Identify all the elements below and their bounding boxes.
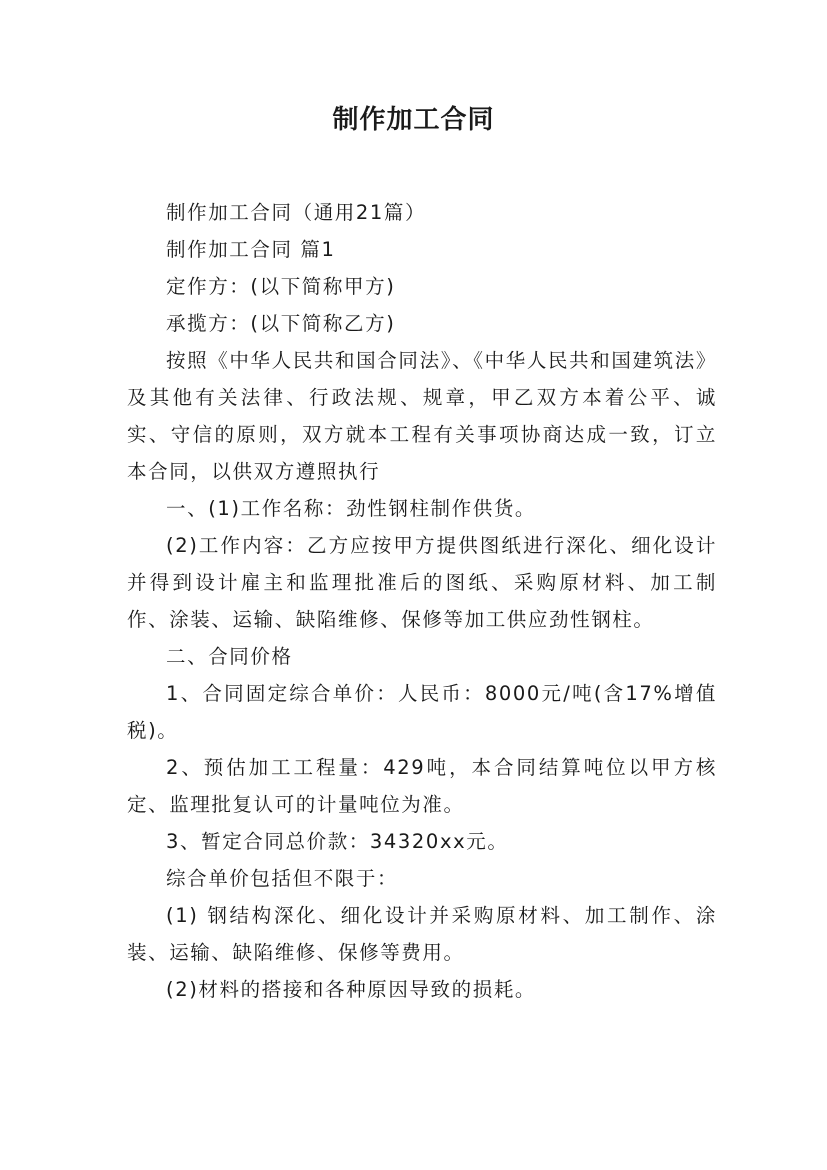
document-body (127, 194, 717, 1008)
paragraph: 制作加工合同 篇1 (166, 238, 336, 261)
paragraph: 1、合同固定综合单价：人民币：8000元/吨(含17%增值税)。 (127, 682, 717, 742)
document-title: 制作加工合同 (332, 105, 495, 135)
paragraph: 按照《中华人民共和国合同法》、《中华人民共和国建筑法》及其他有关法律、行政法规、规章，甲乙双方本着公平、诚实、守信的原则，双方就本工程有关事项协商达成一致，订立本合同，以供双方遵照执行 (127, 349, 717, 483)
paragraph: 2、预估加工工程量：429吨，本合同结算吨位以甲方核定、监理批复认可的计量吨位为准。 (127, 756, 717, 816)
paragraph: 综合单价包括但不限于： (166, 867, 399, 890)
paragraph: 二、合同价格 (166, 645, 293, 668)
paragraph: (1) 钢结构深化、细化设计并采购原材料、加工制作、涂装、运输、缺陷维修、保修等费用。 (127, 904, 717, 964)
paragraph: 定作方：(以下简称甲方) (166, 275, 396, 298)
paragraph: 制作加工合同（通用21篇） (166, 201, 427, 224)
paragraph: 一、(1)工作名称：劲性钢柱制作供货。 (166, 497, 537, 520)
paragraph: (2)材料的搭接和各种原因导致的损耗。 (166, 978, 537, 1001)
paragraph: 承揽方：(以下简称乙方) (166, 312, 396, 335)
paragraph: 3、暂定合同总价款：34320xx元。 (166, 830, 509, 853)
paragraph: (2)工作内容：乙方应按甲方提供图纸进行深化、细化设计并得到设计雇主和监理批准后的图纸、采购原材料、加工制作、涂装、运输、缺陷维修、保修等加工供应劲性钢柱。 (127, 534, 717, 631)
